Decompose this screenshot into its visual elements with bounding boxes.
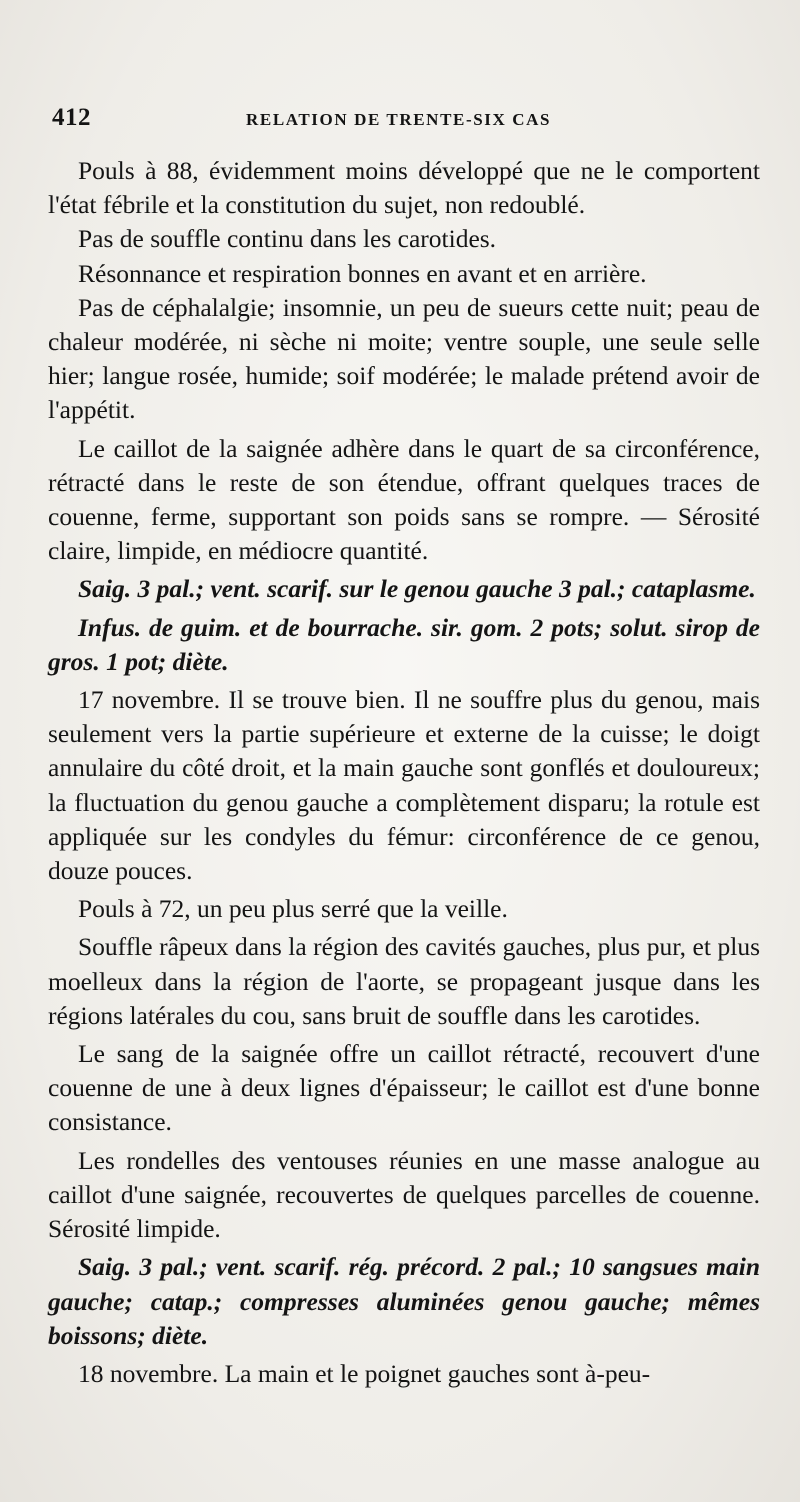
paragraph-17-novembre: 17 novembre. Il se trouve bien. Il ne souffre plus du genou, mais seulement vers la partie supérieure et externe de la cuisse; le doigt annulaire du côté droit, et la main gauche sont gonflés et douloureux; la fluctuation du genou gauche a complètement disparu; la rotule est appliquée sur les condyles du fémur: circonférence de ce genou, douze pouces. bbox=[48, 685, 760, 886]
prescription-infusion: Infus. de guim. et de bourrache. sir. gom. 2 pots; solut. sirop de gros. 1 pot; diète. bbox=[48, 612, 760, 676]
prescription-saignee-1: Saig. 3 pal.; vent. scarif. sur le genou gauche 3 pal.; cataplasme. bbox=[78, 574, 756, 604]
paragraph-souffle-rapeux: Souffle râpeux dans la région des cavités gauches, plus pur, et plus moelleux dans la région de l'aorte, se propageant jusque dans les régions latérales du cou, sans bruit de souffle dans les carotides. bbox=[48, 932, 760, 1030]
paragraph-pouls: Pouls à 88, évidemment moins développé que ne le comportent l'état fébrile et la constitution du sujet, non redoublé. bbox=[48, 156, 760, 220]
paragraph-rondelles: Les rondelles des ventouses réunies en une masse analogue au caillot d'une saignée, recouvertes de quelques parcelles de couenne. Sérosité limpide. bbox=[48, 1145, 760, 1244]
paragraph-cephalalgie: Pas de céphalalgie; insomnie, un peu de sueurs cette nuit; peau de chaleur modérée, ni sèche ni moite; ventre souple, une seule selle hier; langue rosée, humide; soif modérée; le malade prétend avoir de l'appétit. bbox=[48, 292, 760, 425]
page-header bbox=[52, 104, 752, 136]
page-number: 412 bbox=[52, 104, 91, 131]
running-title: RELATION DE TRENTE-SIX CAS bbox=[246, 110, 552, 129]
prescription-saignee-2: Saig. 3 pal.; vent. scarif. rég. précord. 2 pal.; 10 sangsues main gauche; catap.; compresses aluminées genou gauche; mêmes boissons; diète. bbox=[48, 1252, 760, 1350]
paragraph-resonnance: Résonnance et respiration bonnes en avant et en arrière. bbox=[78, 258, 647, 288]
body-text bbox=[48, 154, 760, 1391]
paragraph-sang-saignee: Le sang de la saignée offre un caillot rétracté, recouvert d'une couenne de une à deux lignes d'épaisseur; le caillot est d'une bonne consistance. bbox=[48, 1039, 760, 1137]
paragraph-pouls-72: Pouls à 72, un peu plus serré que la veille. bbox=[78, 894, 508, 924]
paragraph-18-novembre: 18 novembre. La main et le poignet gauches sont à-peu- bbox=[78, 1358, 651, 1388]
paragraph-souffle-carotides: Pas de souffle continu dans les carotides. bbox=[78, 224, 497, 254]
paragraph-caillot: Le caillot de la saignée adhère dans le quart de sa circonférence, rétracté dans le reste de son étendue, offrant quelques traces de couenne, ferme, supportant son poids sans se rompre. — Sérosité claire, limpide, en médiocre quantité. bbox=[48, 433, 760, 566]
